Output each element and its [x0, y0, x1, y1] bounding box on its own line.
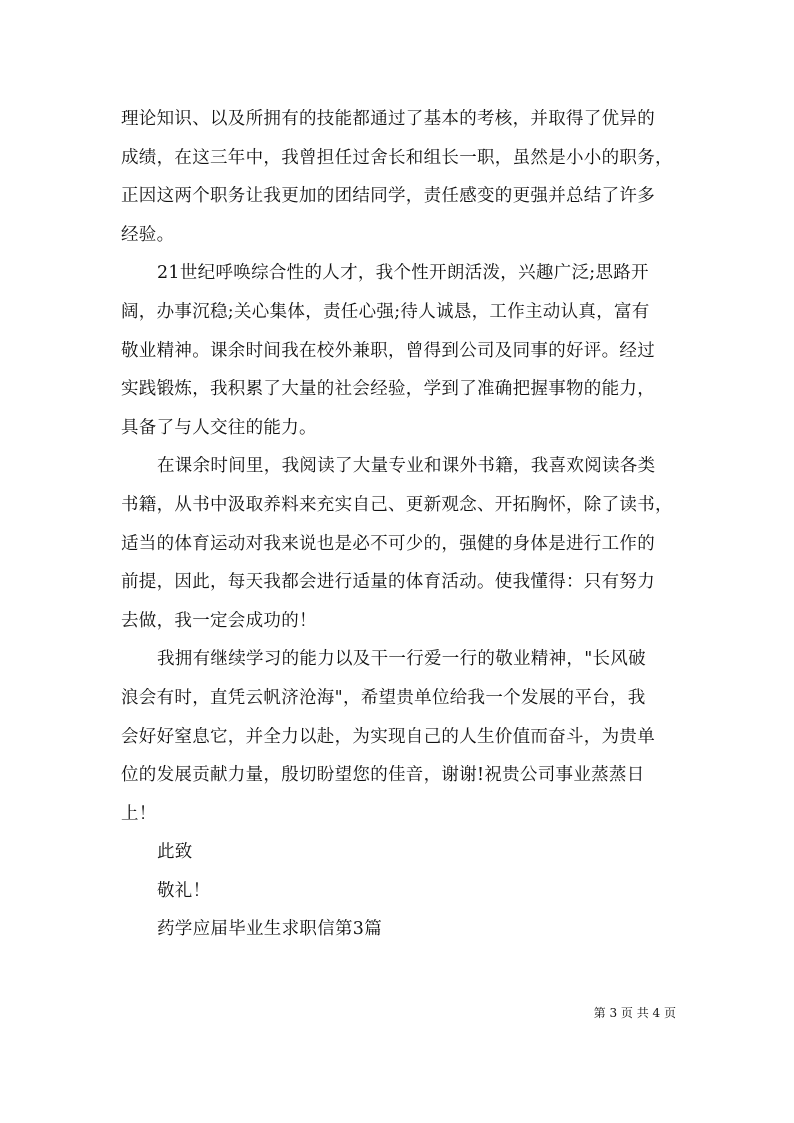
paragraph-line: 敬业精神。课余时间我在校外兼职，曾得到公司及同事的好评。经过: [121, 340, 655, 361]
paragraph-line: 阔，办事沉稳;关心集体，责任心强;待人诚恳，工作主动认真，富有: [121, 301, 650, 322]
paragraph-line: 成绩，在这三年中，我曾担任过舍长和组长一职，虽然是小小的职务，: [121, 147, 673, 168]
paragraph-line: 适当的体育运动对我来说也是必不可少的，强健的身体是进行工作的: [121, 533, 655, 554]
paragraph-line: 具备了与人交往的能力。: [121, 417, 317, 438]
paragraph-line: 我拥有继续学习的能力以及干一行爱一行的敬业精神，"长风破: [157, 649, 646, 670]
paragraph-line: 经验。: [121, 224, 175, 245]
paragraph-line: 书籍，从书中汲取养料来充实自己、更新观念、开拓胸怀，除了读书，: [121, 494, 673, 515]
paragraph-line: 实践锻炼，我积累了大量的社会经验，学到了准确把握事物的能力，: [121, 379, 655, 400]
paragraph-line: 理论知识、以及所拥有的技能都通过了基本的考核，并取得了优异的: [121, 109, 655, 129]
next-section-title: 药学应届毕业生求职信第3篇: [157, 919, 383, 940]
paragraph-line: 会好好窒息它，并全力以赴，为实现自己的人生价值而奋斗，为贵单: [121, 726, 655, 747]
paragraph-line: 21世纪呼唤综合性的人才，我个性开朗活泼，兴趣广泛;思路开: [157, 263, 649, 284]
paragraph-line: 上！: [121, 803, 157, 824]
closing-salutation: 此致: [157, 842, 193, 863]
paragraph-line: 前提，因此，每天我都会进行适量的体育活动。使我懂得：只有努力: [121, 572, 655, 593]
paragraph-line: 在课余时间里，我阅读了大量专业和课外书籍，我喜欢阅读各类: [157, 456, 656, 477]
paragraph-line: 位的发展贡献力量，殷切盼望您的佳音，谢谢!祝贵公司事业蒸蒸日: [121, 765, 645, 786]
document-body: [121, 100, 681, 949]
closing-regards: 敬礼！: [157, 880, 211, 901]
page-number-footer: 第 3 页 共 4 页: [593, 1006, 676, 1020]
paragraph-line: 去做，我一定会成功的！: [121, 610, 317, 631]
paragraph-line: 浪会有时，直凭云帆济沧海"，希望贵单位给我一个发展的平台，我: [121, 687, 646, 708]
paragraph-line: 正因这两个职务让我更加的团结同学，责任感变的更强并总结了许多: [121, 186, 655, 207]
